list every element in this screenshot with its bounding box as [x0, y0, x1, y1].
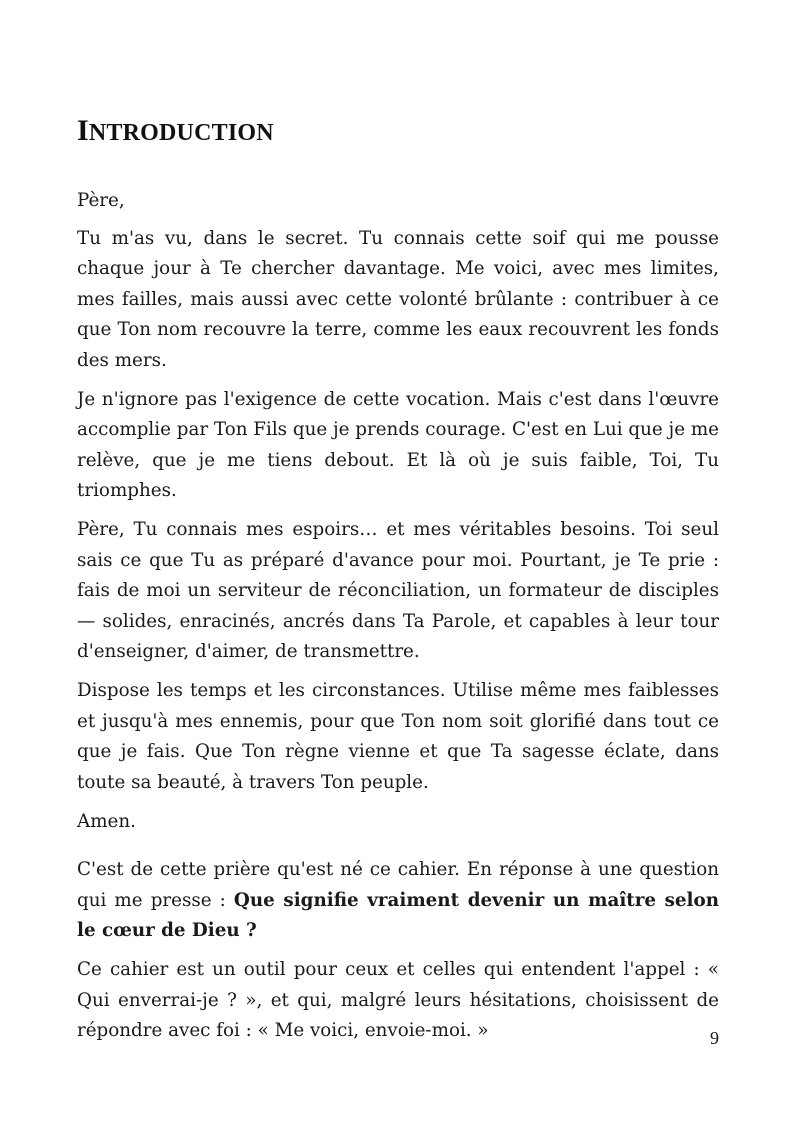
paragraph-6: Ce cahier est un outil pour ceux et celles qui entendent l'appel : « Qui enverrai-je ? », et qui, malgré leurs hésitations, choisissent de répondre avec foi : « Me voici, envoie-moi. »: [77, 959, 719, 1041]
amen: Amen.: [77, 810, 136, 832]
page-number: 9: [710, 1028, 719, 1048]
paragraph-5-lead: C'est de cette prière qu'est né ce cahier. En réponse à une question qui me presse :: [77, 859, 719, 911]
key-question: Que signifie vraiment devenir un maître selon le cœur de Dieu ?: [77, 889, 719, 941]
chapter-heading: [77, 113, 274, 151]
paragraph-2: Je n'ignore pas l'exigence de cette vocation. Mais c'est dans l'œuvre accomplie par Ton Fils que je prends courage. C'est en Lui que je me relève, que je me tiens debout. Et là où je suis faible, Toi, Tu triomphes.: [77, 388, 719, 501]
introduction-body: [77, 186, 719, 1055]
paragraph-4: Dispose les temps et les circonstances. Utilise même mes faiblesses et jusqu'à mes ennemis, pour que Ton nom soit glorifié dans tout ce que je fais. Que Ton règne vienne et que Ta sagesse éclate, dans toute sa beauté, à travers Ton peuple.: [77, 680, 719, 793]
heading-initial: I: [77, 114, 89, 147]
paragraph-3: Père, Tu connais mes espoirs… et mes véritables besoins. Toi seul sais ce que Tu as préparé d'avance pour moi. Pourtant, je Te prie : fais de moi un serviteur de réconciliation, un formateur de disciples — solides, enracinés, ancrés dans Ta Parole, et capables à leur tour d'enseigner, d'aimer, de transmettre.: [77, 519, 719, 662]
paragraph-5: [77, 855, 719, 947]
paragraph-1: Tu m'as vu, dans le secret. Tu connais cette soif qui me pousse chaque jour à Te chercher davantage. Me voici, avec mes limites, mes failles, mais aussi avec cette volonté brûlante : contribuer à ce que Ton nom recouvre la terre, comme les eaux recouvrent les fonds des mers.: [77, 227, 719, 371]
salutation: Père,: [77, 190, 125, 211]
heading-small-caps: NTRODUCTION: [88, 120, 274, 146]
